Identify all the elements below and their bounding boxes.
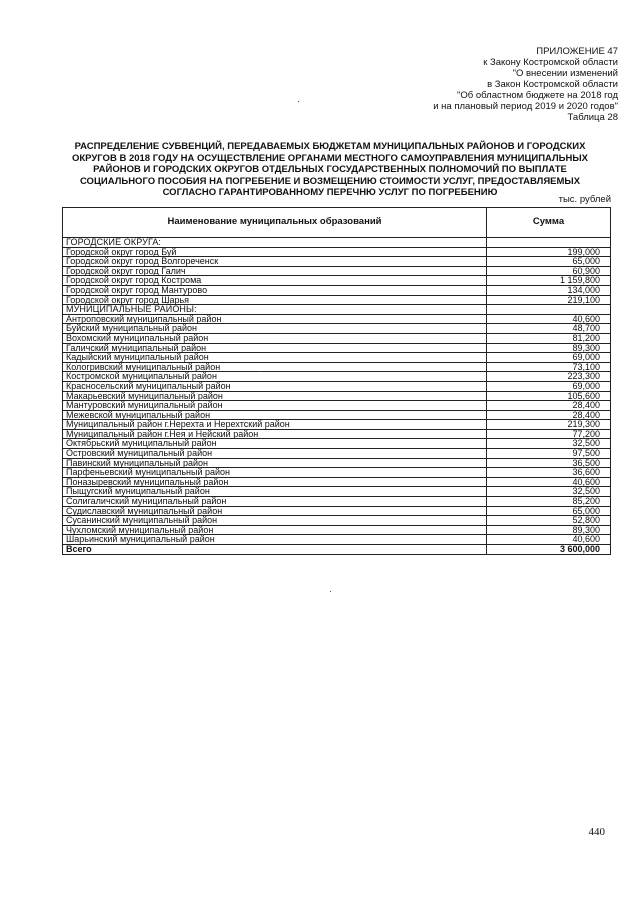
row-name: Солигаличский муниципальный район bbox=[63, 497, 487, 507]
row-name: Межевской муниципальный район bbox=[63, 410, 487, 420]
row-name: Вохомский муниципальный район bbox=[63, 333, 487, 343]
appendix-line: ПРИЛОЖЕНИЕ 47 bbox=[536, 46, 618, 57]
row-name: Пыщугский муниципальный район bbox=[63, 487, 487, 497]
table-row bbox=[63, 420, 611, 430]
row-name: Островский муниципальный район bbox=[63, 449, 487, 459]
row-amount: 223,300 bbox=[487, 372, 611, 382]
row-name: Всего bbox=[63, 545, 487, 555]
row-amount: 199,000 bbox=[487, 247, 611, 257]
title-line: ОКРУГОВ В 2018 ГОДУ НА ОСУЩЕСТВЛЕНИЕ ОРГАНАМИ МЕСТНОГО САМОУПРАВЛЕНИЯ МУНИЦИПАЛЬНЫХ bbox=[71, 152, 589, 164]
row-amount: 36,500 bbox=[487, 458, 611, 468]
row-name: Кологривский муниципальный район bbox=[63, 362, 487, 372]
row-name: Городской округ город Шарья bbox=[63, 295, 487, 305]
header-name: Наименование муниципальных образований bbox=[63, 208, 487, 238]
row-name: ГОРОДСКИЕ ОКРУГА: bbox=[63, 238, 487, 248]
row-amount: 52,800 bbox=[487, 516, 611, 526]
table-header-row bbox=[63, 208, 611, 238]
row-name: Костромской муниципальный район bbox=[63, 372, 487, 382]
row-amount: 3 600,000 bbox=[487, 545, 611, 555]
row-name: Кадыйский муниципальный район bbox=[63, 353, 487, 363]
table-row bbox=[63, 468, 611, 478]
row-name: МУНИЦИПАЛЬНЫЕ РАЙОНЫ: bbox=[63, 305, 487, 315]
row-amount: 32,500 bbox=[487, 487, 611, 497]
row-name: Павинский муниципальный район bbox=[63, 458, 487, 468]
row-amount: 89,300 bbox=[487, 343, 611, 353]
row-name: Муниципальный район г.Нерехта и Нерехтский район bbox=[63, 420, 487, 430]
table-row bbox=[63, 516, 611, 526]
row-amount: 69,000 bbox=[487, 353, 611, 363]
table-row bbox=[63, 372, 611, 382]
row-amount: 77,200 bbox=[487, 429, 611, 439]
row-amount: 219,100 bbox=[487, 295, 611, 305]
row-name: Красносельский муниципальный район bbox=[63, 381, 487, 391]
appendix-line: "Об областном бюджете на 2018 год bbox=[457, 90, 618, 101]
row-name: Городской округ город Галич bbox=[63, 266, 487, 276]
title-line: РАСПРЕДЕЛЕНИЕ СУБВЕНЦИЙ, ПЕРЕДАВАЕМЫХ БЮДЖЕТАМ МУНИЦИПАЛЬНЫХ РАЙОНОВ И ГОРОДСКИХ bbox=[74, 141, 586, 152]
table-row bbox=[63, 353, 611, 363]
table-row bbox=[63, 324, 611, 334]
page-number: 440 bbox=[588, 826, 605, 838]
row-amount: 40,600 bbox=[487, 477, 611, 487]
row-amount: 81,200 bbox=[487, 333, 611, 343]
row-name: Антроповский муниципальный район bbox=[63, 314, 487, 324]
row-amount: 65,000 bbox=[487, 257, 611, 267]
row-amount: 40,600 bbox=[487, 314, 611, 324]
table-row bbox=[63, 285, 611, 295]
title-line: СОЦИАЛЬНОГО ПОСОБИЯ НА ПОГРЕБЕНИЕ И ВОЗМЕЩЕНИЮ СТОИМОСТИ УСЛУГ, ПРЕДОСТАВЛЯЕМЫХ bbox=[79, 175, 581, 187]
table-row bbox=[63, 333, 611, 343]
row-amount: 60,900 bbox=[487, 266, 611, 276]
row-name: Мантуровский муниципальный район bbox=[63, 401, 487, 411]
title-line: СОГЛАСНО ГАРАНТИРОВАННОМУ ПЕРЕЧНЮ УСЛУГ ПО ПОГРЕБЕНИЮ bbox=[162, 187, 498, 199]
row-name: Городской округ город Кострома bbox=[63, 276, 487, 286]
row-name: Судиславский муниципальный район bbox=[63, 506, 487, 516]
row-amount: 36,600 bbox=[487, 468, 611, 478]
row-amount: 97,500 bbox=[487, 449, 611, 459]
row-amount: 1 159,800 bbox=[487, 276, 611, 286]
row-amount: 40,600 bbox=[487, 535, 611, 545]
section-row bbox=[63, 238, 611, 248]
table-row bbox=[63, 449, 611, 459]
table-row bbox=[63, 257, 611, 267]
unit-label: тыс. рублей bbox=[558, 194, 611, 205]
row-name: Муниципальный район г.Нея и Нейский район bbox=[63, 429, 487, 439]
row-amount: 85,200 bbox=[487, 497, 611, 507]
total-row bbox=[63, 545, 611, 555]
row-name: Сусанинский муниципальный район bbox=[63, 516, 487, 526]
scan-speck bbox=[260, 371, 261, 372]
section-row bbox=[63, 305, 611, 315]
row-amount: 32,500 bbox=[487, 439, 611, 449]
row-name: Городской округ город Буй bbox=[63, 247, 487, 257]
row-name: Шарьинский муниципальный район bbox=[63, 535, 487, 545]
row-name: Октябрьский муниципальный район bbox=[63, 439, 487, 449]
row-amount: 105,600 bbox=[487, 391, 611, 401]
appendix-block bbox=[258, 46, 618, 123]
row-name: Городской округ город Волгореченск bbox=[63, 257, 487, 267]
row-amount: 219,300 bbox=[487, 420, 611, 430]
row-amount bbox=[487, 238, 611, 248]
appendix-line: "О внесении изменений bbox=[512, 68, 618, 79]
appendix-line: в Закон Костромской области bbox=[487, 79, 618, 90]
row-amount: 89,300 bbox=[487, 525, 611, 535]
row-amount bbox=[487, 305, 611, 315]
scan-speck bbox=[298, 101, 299, 102]
title-line: РАЙОНОВ И ГОРОДСКИХ ОКРУГОВ ОТДЕЛЬНЫХ ГОСУДАРСТВЕННЫХ ПОЛНОМОЧИЙ ПО ВЫПЛАТЕ bbox=[93, 164, 567, 176]
appendix-line: Таблица 28 bbox=[567, 112, 618, 123]
scan-speck bbox=[330, 591, 331, 592]
table-row bbox=[63, 497, 611, 507]
row-amount: 134,000 bbox=[487, 285, 611, 295]
row-amount: 48,700 bbox=[487, 324, 611, 334]
row-amount: 73,100 bbox=[487, 362, 611, 372]
row-name: Буйский муниципальный район bbox=[63, 324, 487, 334]
document-title bbox=[70, 141, 590, 199]
row-name: Поназыревский муниципальный район bbox=[63, 477, 487, 487]
row-name: Парфеньевский муниципальный район bbox=[63, 468, 487, 478]
row-name: Галичский муниципальный район bbox=[63, 343, 487, 353]
table-row bbox=[63, 401, 611, 411]
header-amount: Сумма bbox=[487, 208, 611, 238]
appendix-line: к Закону Костромской области bbox=[483, 57, 618, 68]
row-amount: 69,000 bbox=[487, 381, 611, 391]
table-body bbox=[63, 238, 611, 555]
appendix-line: и на плановый период 2019 и 2020 годов" bbox=[433, 101, 618, 112]
row-amount: 28,400 bbox=[487, 401, 611, 411]
row-name: Городской округ город Мантурово bbox=[63, 285, 487, 295]
row-amount: 65,000 bbox=[487, 506, 611, 516]
row-name: Чухломский муниципальный район bbox=[63, 525, 487, 535]
row-name: Макарьевский муниципальный район bbox=[63, 391, 487, 401]
table-row bbox=[63, 535, 611, 545]
subsidy-table bbox=[62, 207, 611, 555]
table-row bbox=[63, 381, 611, 391]
row-amount: 28,400 bbox=[487, 410, 611, 420]
